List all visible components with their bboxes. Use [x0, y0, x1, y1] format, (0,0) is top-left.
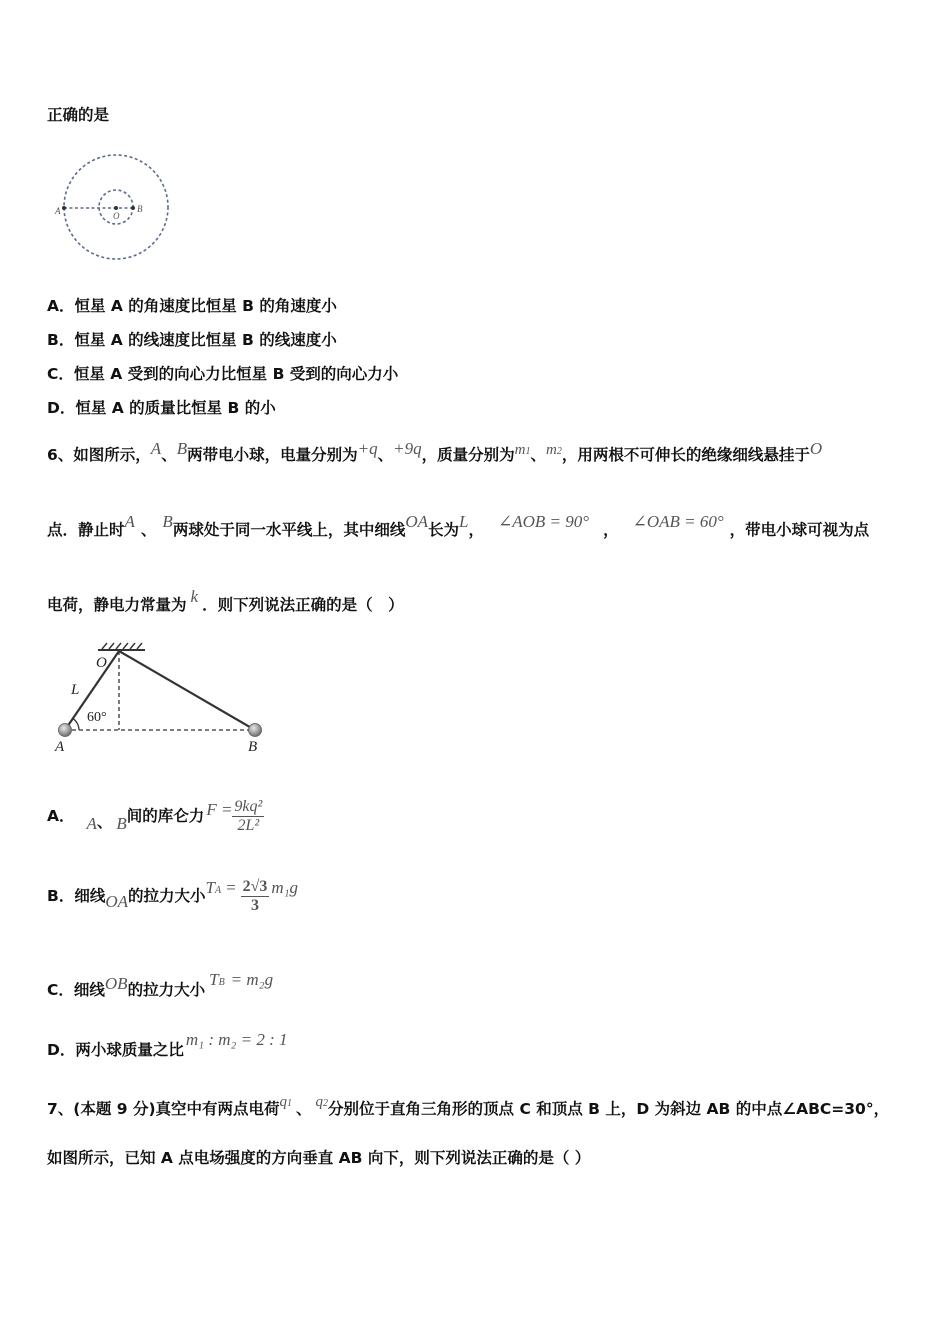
q5-option-b: B．恒星 A 的线速度比恒星 B 的线速度小 — [47, 331, 337, 349]
fig2-label-O: O — [96, 655, 107, 671]
q7-stem-line2: 如图所示，已知 A 点电场强度的方向垂直 AB 向下，则下列说法正确的是（ ） — [47, 1149, 591, 1167]
q7-stem-line1: 7、(本题 9 分)真空中有两点电荷q1 、 q2分别位于直角三角形的顶点 C 和顶点 B 上，D 为斜边 AB 的中点∠ABC=30°， — [47, 1094, 890, 1118]
fig2-label-L: L — [71, 682, 80, 698]
q5-option-d: D．恒星 A 的质量比恒星 B 的小 — [47, 399, 276, 417]
fig1-label-A: A — [55, 206, 61, 216]
center-O-dot — [114, 206, 118, 210]
fig1-label-B: B — [137, 204, 143, 214]
intro-text: 正确的是 — [47, 106, 110, 124]
q6-stem-line2: 点．静止时A 、 B两球处于同一水平线上，其中细线OA长为L， ∠AOB = 90° ， ∠OAB = 60° ，带电小球可视为点 — [47, 512, 870, 539]
binary-star-figure — [52, 144, 176, 270]
fig2-label-angle: 60° — [87, 710, 107, 725]
star-A-dot — [62, 206, 66, 210]
fig2-label-B: B — [248, 739, 258, 755]
ceiling-hatch — [102, 643, 142, 649]
star-B-dot — [131, 206, 135, 210]
q6-option-d: D．两小球质量之比m₁ : m₂ = 2 : 1 — [47, 1030, 288, 1059]
ball-A — [59, 724, 72, 737]
q6-option-b: B．细线OA的拉力大小TA = $\frac{2√3}{3}$ m₁g — [47, 878, 299, 914]
ball-B — [249, 724, 262, 737]
q6-figure — [50, 642, 280, 756]
q5-option-a: A．恒星 A 的角速度比恒星 B 的角速度小 — [47, 297, 337, 315]
q6-stem-line1: 6、如图所示，A、B两带电小球，电量分别为+q、+9q，质量分别为m1、m2，用两根不可伸长的绝缘细线悬挂于O — [47, 439, 823, 464]
q6-stem-line3: 电荷，静电力常量为 k ．则下列说法正确的是（ ） — [47, 587, 404, 614]
q6-option-a: A． A、 B间的库仑力 F = $\frac{\text{9kq²}}{\text{2L²}}$ — [47, 798, 263, 834]
fig1-label-O: O — [113, 211, 120, 221]
q5-option-c: C．恒星 A 受到的向心力比恒星 B 受到的向心力小 — [47, 365, 399, 383]
fig2-label-A: A — [55, 739, 65, 755]
string-OB — [119, 651, 255, 730]
q6-option-c: C．细线OB的拉力大小TB = m₂g — [47, 970, 274, 999]
